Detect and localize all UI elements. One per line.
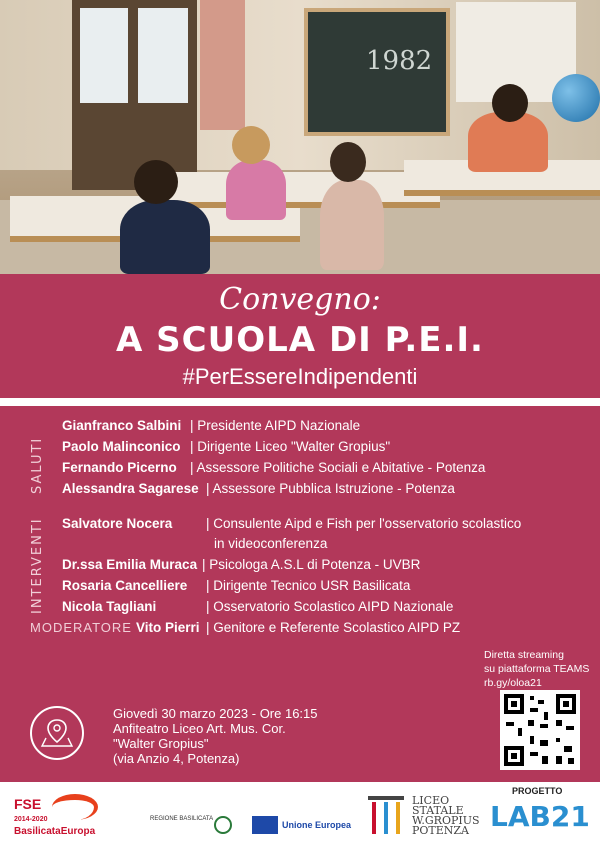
event-address: (via Anzio 4, Potenza) xyxy=(113,751,240,766)
por-swoosh-icon xyxy=(52,794,98,820)
speaker-name: Alessandra Sagarese xyxy=(62,481,199,496)
speaker-role: | Dirigente Liceo "Walter Gropius" xyxy=(190,439,391,454)
qr-code-icon xyxy=(500,690,580,770)
event-date: Giovedì 30 marzo 2023 - Ore 16:15 xyxy=(113,706,318,721)
speaker-name: Rosaria Cancelliere xyxy=(62,578,188,593)
eu-logo-text: Unione Europea xyxy=(282,820,352,830)
moderatore-label: MODERATORE xyxy=(30,620,132,635)
photo-teacher-head xyxy=(492,84,528,122)
blackboard-text: 1982 xyxy=(366,46,433,76)
liceo-text: W.GROPIUS xyxy=(412,814,480,827)
speaker-name: Gianfranco Salbini xyxy=(62,418,182,433)
photo-child-head xyxy=(232,126,270,164)
title-band xyxy=(0,274,600,398)
photo-globe xyxy=(552,74,600,122)
event-type: Convegno: xyxy=(219,282,381,317)
saluti-label: SALUTI xyxy=(30,436,45,494)
moderator-name: Vito Pierri xyxy=(136,620,200,635)
moderator-role: | Genitore e Referente Scolastico AIPD PZ xyxy=(206,620,461,635)
basilicata-europa-logo: BasilicataEuropa xyxy=(14,826,96,837)
event-details xyxy=(113,706,318,766)
speaker-role: | Consulente Aipd e Fish per l'osservatorio scolastico xyxy=(206,516,522,531)
speaker-role: | Dirigente Tecnico USR Basilicata xyxy=(206,578,411,593)
liceo-gropius-logo xyxy=(412,796,480,836)
liceo-columns-icon xyxy=(366,794,406,838)
event-title: A SCUOLA DI P.E.I. xyxy=(116,320,484,360)
photo-child-head xyxy=(330,142,366,182)
speaker-role: | Assessore Pubblica Istruzione - Potenza xyxy=(206,481,455,496)
event-venue-name: "Walter Gropius" xyxy=(113,736,209,751)
location-pin-icon xyxy=(30,706,84,760)
fse-logo xyxy=(14,796,47,824)
logos-footer xyxy=(0,782,600,848)
photo-child xyxy=(120,200,210,274)
eu-flag-icon xyxy=(252,816,278,834)
photo-desk xyxy=(170,172,440,208)
photo-child xyxy=(226,160,286,220)
speaker-role: | Presidente AIPD Nazionale xyxy=(190,418,361,433)
classroom-photo xyxy=(0,0,600,274)
streaming-info xyxy=(484,648,589,690)
speaker-role: | Osservatorio Scolastico AIPD Nazionale xyxy=(206,599,454,614)
photo-window xyxy=(72,0,197,190)
regione-basilicata-logo: REGIONE BASILICATA xyxy=(150,816,214,822)
lab21-logo: LAB21 xyxy=(490,800,590,833)
speaker-role: | Assessore Politiche Sociali e Abitative - Potenza xyxy=(190,460,486,475)
photo-child-head xyxy=(134,160,178,204)
photo-child xyxy=(320,180,384,270)
event-venue: Anfiteatro Liceo Art. Mus. Cor. xyxy=(113,721,286,736)
interventi-label: INTERVENTI xyxy=(30,517,45,614)
progetto-label: PROGETTO xyxy=(512,786,563,796)
photo-curtain xyxy=(200,0,245,130)
speaker-name: Paolo Malinconico xyxy=(62,439,181,454)
streaming-line: su piattaforma TEAMS xyxy=(484,663,590,675)
speaker-name: Fernando Picerno xyxy=(62,460,177,475)
speaker-name: Nicola Tagliani xyxy=(62,599,157,614)
streaming-line: Diretta streaming xyxy=(484,649,564,661)
liceo-text: STATALE xyxy=(412,804,464,817)
hashtag: #PerEssereIndipendenti xyxy=(182,364,418,389)
fse-years: 2014-2020 xyxy=(14,816,48,823)
speaker-name: Salvatore Nocera xyxy=(62,516,173,531)
speaker-role-note: in videoconferenza xyxy=(214,536,328,551)
qr-code[interactable] xyxy=(500,690,580,770)
streaming-link[interactable]: rb.gy/oloa21 xyxy=(484,677,542,689)
italian-republic-emblem-icon xyxy=(214,816,232,834)
speaker-role: | Psicologa A.S.L di Potenza - UVBR xyxy=(202,557,421,572)
fse-text: FSE xyxy=(14,796,42,812)
program-band xyxy=(0,406,600,782)
liceo-text: POTENZA xyxy=(412,824,469,837)
liceo-text: LICEO xyxy=(412,794,450,807)
speaker-name: Dr.ssa Emilia Muraca xyxy=(62,557,198,572)
photo-blackboard xyxy=(304,8,450,136)
